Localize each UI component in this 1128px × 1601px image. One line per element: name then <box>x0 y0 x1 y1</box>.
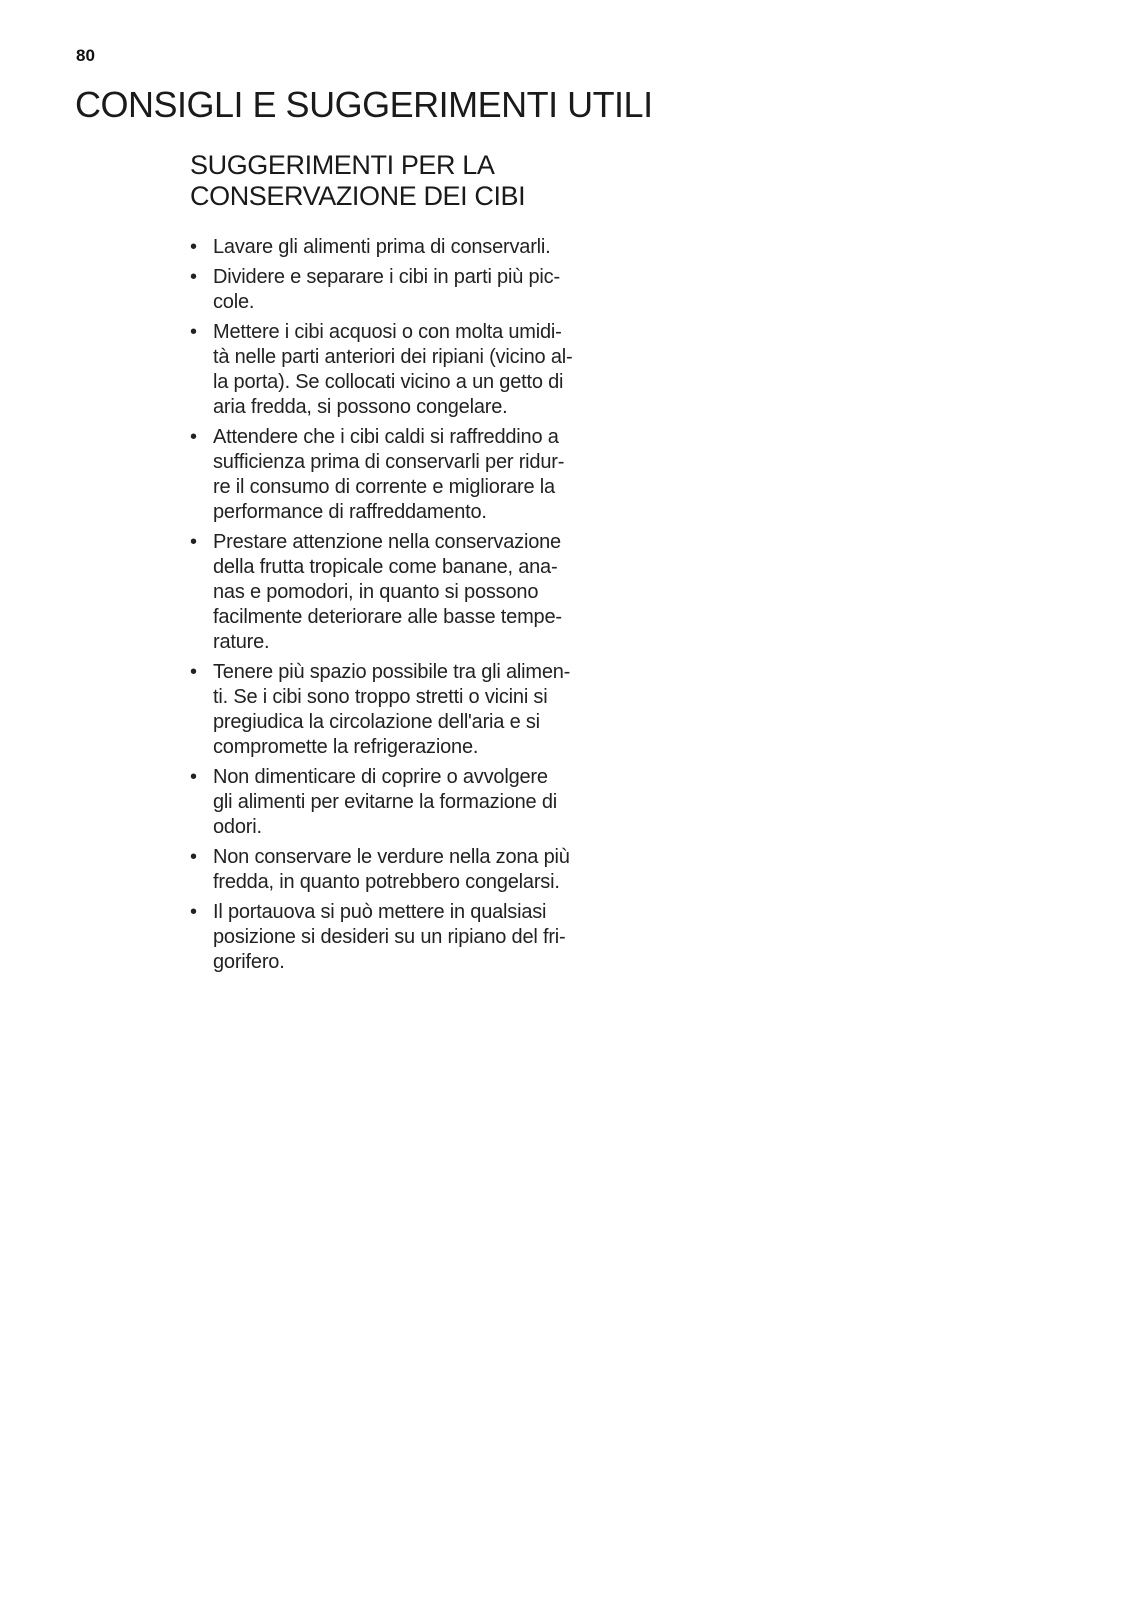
tip-text-line: gli alimenti per evitarne la formazione di <box>213 791 557 813</box>
tip-list-item <box>190 235 610 260</box>
tip-text-line: della frutta tropicale come banane, ana- <box>213 556 558 578</box>
tip-text-line: Tenere più spazio possibile tra gli alimen- <box>213 661 571 683</box>
tip-list-item <box>190 845 610 895</box>
tip-text-line: tà nelle parti anteriori dei ripiani (vicino al- <box>213 346 573 368</box>
tip-list-item <box>190 660 610 760</box>
bullet-icon: • <box>190 236 198 258</box>
tip-text-line: pregiudica la circolazione dell'aria e si <box>213 711 540 733</box>
tip-list-item <box>190 320 610 420</box>
tip-text-line: posizione si desideri su un ripiano del fri- <box>213 926 566 948</box>
bullet-icon: • <box>190 266 198 288</box>
tip-text-line: nas e pomodori, in quanto si possono <box>213 581 539 603</box>
tip-text-line: rature. <box>213 631 270 653</box>
tip-text-line: aria fredda, si possono congelare. <box>213 396 508 418</box>
tip-text-line: Non conservare le verdure nella zona più <box>213 846 570 868</box>
tip-text-line: Lavare gli alimenti prima di conservarli. <box>213 236 551 258</box>
tip-text-line: sufficienza prima di conservarli per ridur- <box>213 451 565 473</box>
tip-text-line: la porta). Se collocati vicino a un getto di <box>213 371 564 393</box>
bullet-icon: • <box>190 321 198 343</box>
tip-text-line: Prestare attenzione nella conservazione <box>213 531 561 553</box>
tip-text-line: re il consumo di corrente e migliorare la <box>213 476 555 498</box>
tip-list-item <box>190 900 610 975</box>
section-title <box>190 150 610 212</box>
bullet-icon: • <box>190 661 198 683</box>
tip-text-line: cole. <box>213 291 255 313</box>
tip-text-line: gorifero. <box>213 951 285 973</box>
section-title-line: CONSERVAZIONE DEI CIBI <box>190 181 526 211</box>
tip-text-line: fredda, in quanto potrebbero congelarsi. <box>213 871 560 893</box>
bullet-icon: • <box>190 846 198 868</box>
tip-text-line: Dividere e separare i cibi in parti più pic- <box>213 266 560 288</box>
tip-list-item <box>190 530 610 655</box>
bullet-icon: • <box>190 766 198 788</box>
tip-text-line: Il portauova si può mettere in qualsiasi <box>213 901 547 923</box>
tip-text-line: Attendere che i cibi caldi si raffreddino a <box>213 426 559 448</box>
tip-list-item <box>190 265 610 315</box>
section-title-line: SUGGERIMENTI PER LA <box>190 150 495 180</box>
page-number: 80 <box>76 46 95 65</box>
tip-text-line: facilmente deteriorare alle basse tempe- <box>213 606 562 628</box>
tip-text-line: Mettere i cibi acquosi o con molta umidi- <box>213 321 562 343</box>
tip-text-line: performance di raffreddamento. <box>213 501 487 523</box>
tip-text-line: Non dimenticare di coprire o avvolgere <box>213 766 548 788</box>
bullet-icon: • <box>190 901 198 923</box>
tip-list-item <box>190 765 610 840</box>
page-title: CONSIGLI E SUGGERIMENTI UTILI <box>75 84 653 125</box>
bullet-icon: • <box>190 426 198 448</box>
tip-text-line: odori. <box>213 816 262 838</box>
bullet-icon: • <box>190 531 198 553</box>
food-storage-section <box>190 150 610 980</box>
tip-text-line: ti. Se i cibi sono troppo stretti o vicini si <box>213 686 548 708</box>
tip-text-line: compromette la refrigerazione. <box>213 736 479 758</box>
tip-list-item <box>190 425 610 525</box>
tips-list <box>190 235 610 975</box>
